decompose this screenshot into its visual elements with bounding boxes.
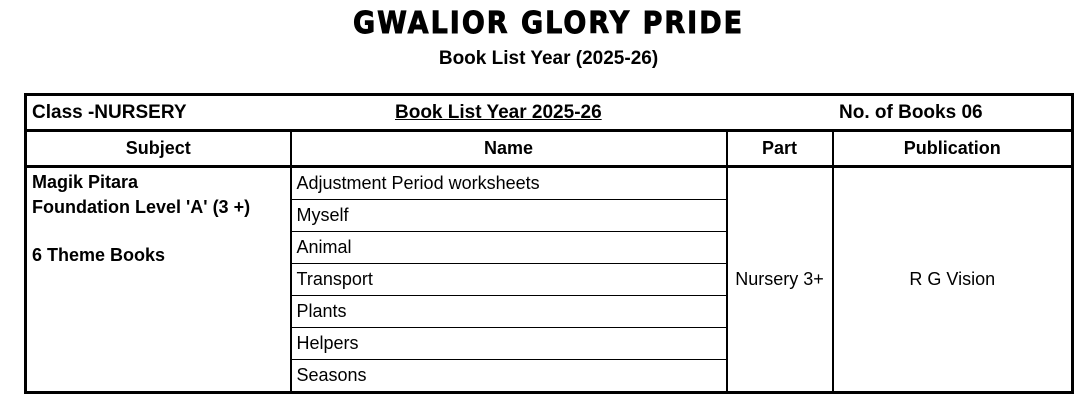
subject-cell — [26, 167, 291, 393]
class-label: Class -NURSERY — [32, 101, 187, 123]
column-header-part: Part — [727, 131, 833, 167]
page-subtitle: Book List Year (2025-26) — [438, 48, 659, 69]
subject-line-1: Magik Pitara — [32, 172, 139, 192]
column-header-row — [26, 131, 1073, 167]
book-name: Transport — [291, 264, 727, 296]
table-row — [26, 167, 1073, 200]
book-name: Myself — [291, 200, 727, 232]
book-list-table — [24, 93, 1074, 394]
subject-line-3: 6 Theme Books — [32, 245, 166, 265]
book-name: Plants — [291, 296, 727, 328]
book-name: Helpers — [291, 328, 727, 360]
books-count: No. of Books 06 — [839, 102, 983, 123]
column-header-subject: Subject — [26, 131, 291, 167]
column-header-publication: Publication — [833, 131, 1073, 167]
school-name: GWALIOR GLORY PRIDE — [352, 6, 745, 41]
column-header-name: Name — [291, 131, 727, 167]
table-title-row — [26, 95, 1073, 131]
book-name: Seasons — [296, 365, 367, 385]
subject-line-2: Foundation Level 'A' (3 +) — [32, 196, 251, 217]
book-name: Animal — [291, 232, 727, 264]
publication-cell: R G Vision — [909, 269, 996, 289]
part-cell: Nursery 3+ — [727, 167, 833, 393]
book-name: Adjustment Period worksheets — [291, 167, 727, 200]
list-title: Book List Year 2025-26 — [395, 102, 602, 123]
